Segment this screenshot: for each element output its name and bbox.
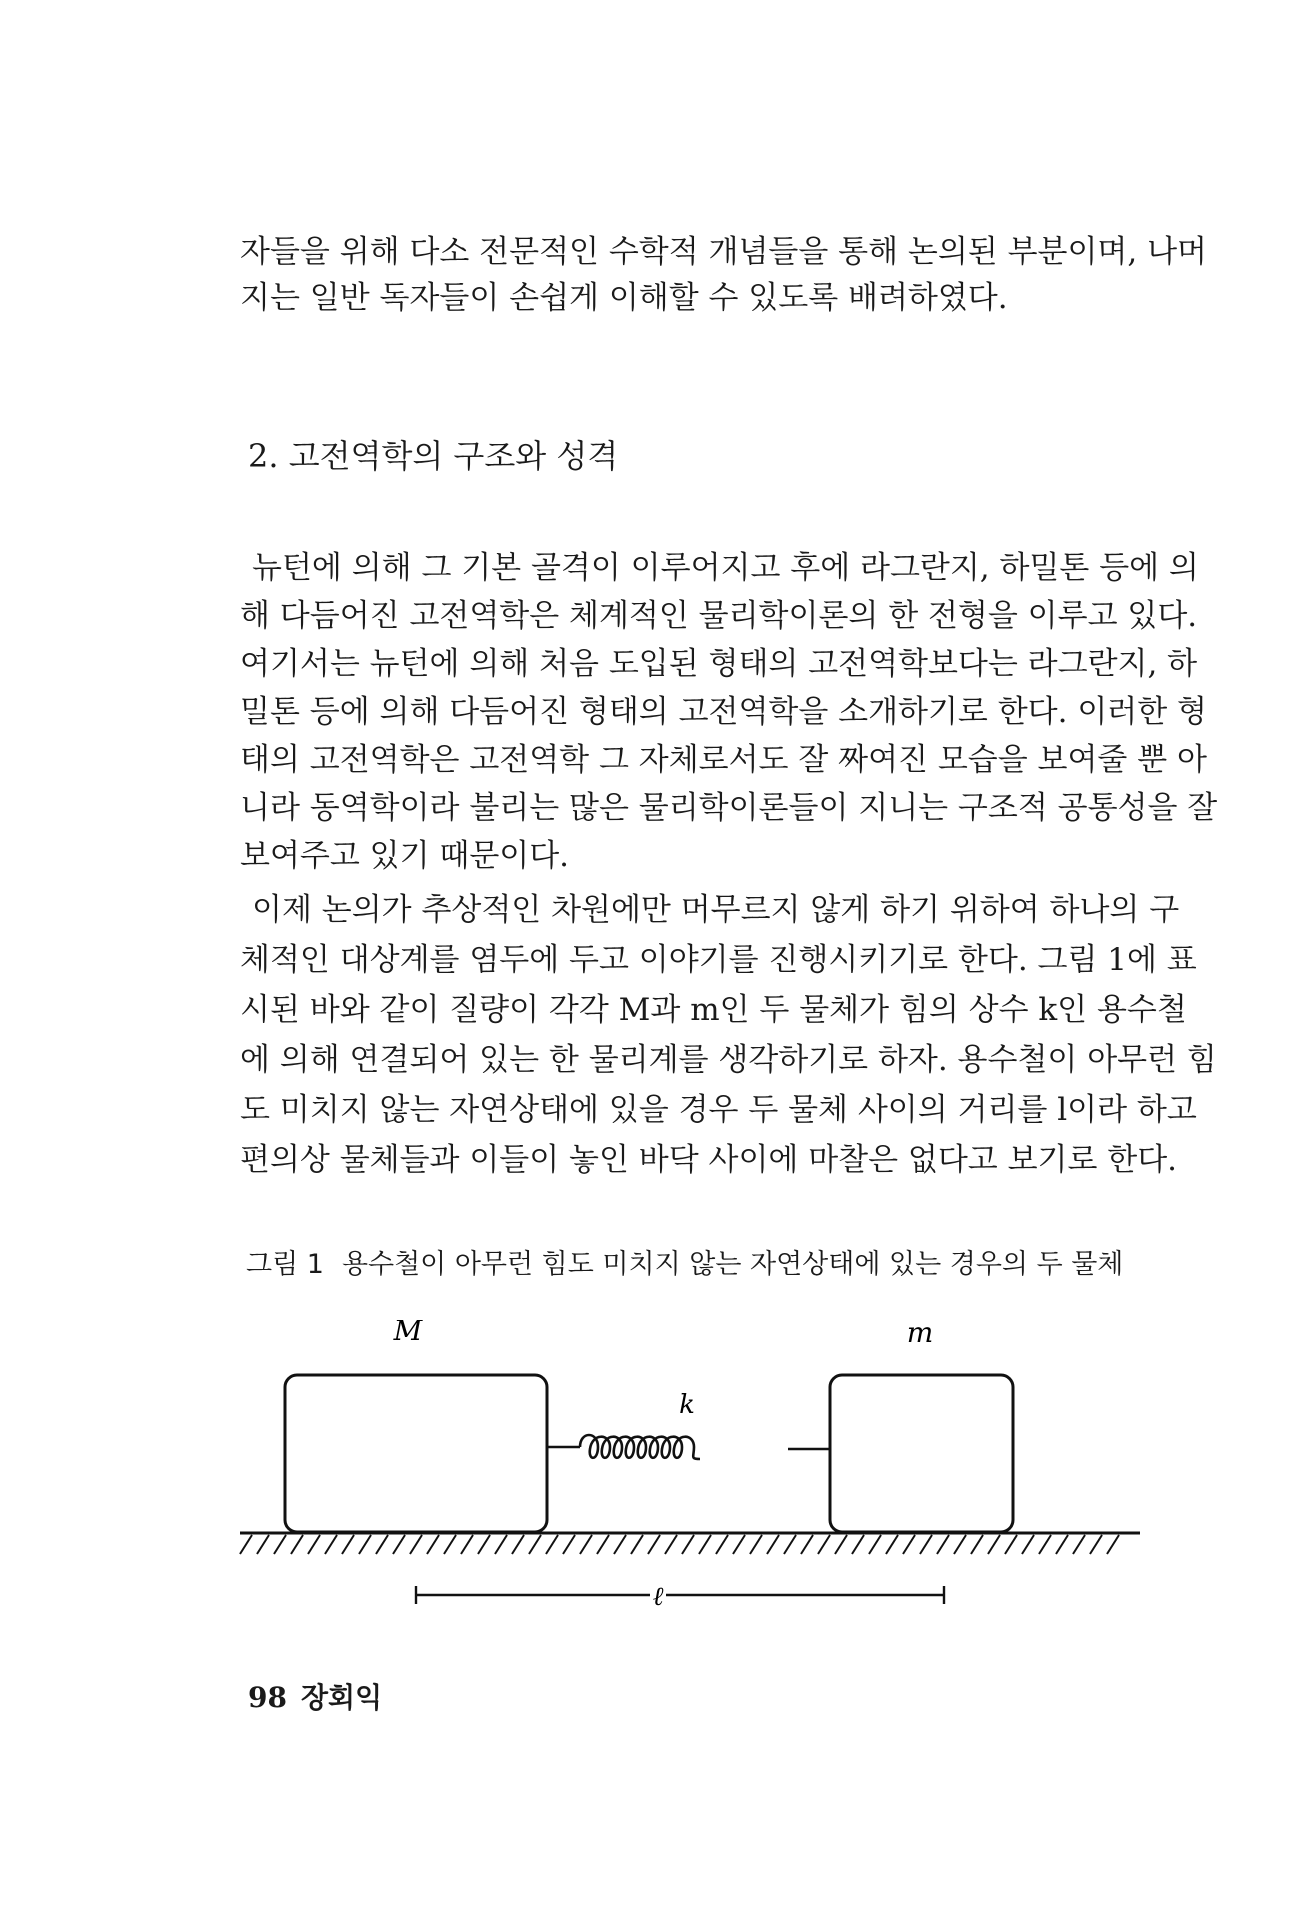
hatch-mark bbox=[937, 1535, 949, 1554]
hatch-mark bbox=[869, 1535, 881, 1554]
intro-line-1: 자들을 위해 다소 전문적인 수학적 개념들을 통해 논의된 부분이며, 나머 bbox=[240, 234, 1207, 270]
p2-line-3: 시된 바와 같이 질량이 각각 M과 m인 두 물체가 힘의 상수 k인 용수철 bbox=[240, 992, 1187, 1028]
hatch-mark bbox=[376, 1535, 388, 1554]
p1-line-5: 태의 고전역학은 고전역학 그 자체로서도 잘 짜여진 모습을 보여줄 뿐 아 bbox=[240, 742, 1207, 778]
label-distance: ℓ bbox=[652, 1582, 664, 1612]
hatch-mark bbox=[274, 1535, 286, 1554]
page-footer bbox=[248, 1680, 382, 1716]
distance-indicator bbox=[416, 1586, 944, 1604]
figure-caption-number: 그림 1 bbox=[246, 1249, 324, 1280]
p1-line-4: 밀톤 등에 의해 다듬어진 형태의 고전역학을 소개하기로 한다. 이러한 형 bbox=[240, 694, 1207, 730]
hatch-mark bbox=[325, 1535, 337, 1554]
hatch-mark bbox=[308, 1535, 320, 1554]
spring bbox=[547, 1435, 830, 1459]
hatch-mark bbox=[478, 1535, 490, 1554]
hatch-mark bbox=[971, 1535, 983, 1554]
hatch-mark bbox=[886, 1535, 898, 1554]
hatch-mark bbox=[733, 1535, 745, 1554]
hatch-mark bbox=[461, 1535, 473, 1554]
hatch-mark bbox=[716, 1535, 728, 1554]
hatch-mark bbox=[818, 1535, 830, 1554]
label-spring-constant: k bbox=[679, 1390, 695, 1420]
p2-line-2: 체적인 대상계를 염두에 두고 이야기를 진행시키기로 한다. 그림 1에 표 bbox=[240, 942, 1197, 978]
hatch-mark bbox=[767, 1535, 779, 1554]
hatch-mark bbox=[495, 1535, 507, 1554]
hatch-mark bbox=[1090, 1535, 1102, 1554]
hatch-mark bbox=[240, 1535, 252, 1554]
hatch-mark bbox=[954, 1535, 966, 1554]
hatch-mark bbox=[801, 1535, 813, 1554]
spring-mass-figure bbox=[230, 1320, 1150, 1620]
hatch-mark bbox=[852, 1535, 864, 1554]
hatch-mark bbox=[291, 1535, 303, 1554]
figure-caption bbox=[246, 1247, 1123, 1283]
hatch-mark bbox=[512, 1535, 524, 1554]
hatch-mark bbox=[580, 1535, 592, 1554]
hatch-mark bbox=[750, 1535, 762, 1554]
hatch-mark bbox=[1056, 1535, 1068, 1554]
running-author: 장회익 bbox=[300, 1681, 383, 1714]
hatch-mark bbox=[1039, 1535, 1051, 1554]
p2-line-5: 도 미치지 않는 자연상태에 있을 경우 두 물체 사이의 거리를 l이라 하고 bbox=[240, 1092, 1197, 1128]
block-left-mass bbox=[285, 1375, 547, 1532]
hatch-mark bbox=[563, 1535, 575, 1554]
hatch-mark bbox=[1073, 1535, 1085, 1554]
hatch-mark bbox=[1005, 1535, 1017, 1554]
page-number: 98 bbox=[248, 1681, 287, 1714]
hatch-mark bbox=[444, 1535, 456, 1554]
hatch-mark bbox=[665, 1535, 677, 1554]
hatch-mark bbox=[835, 1535, 847, 1554]
hatch-mark bbox=[257, 1535, 269, 1554]
label-left-mass: M bbox=[393, 1320, 423, 1347]
hatch-mark bbox=[1107, 1535, 1119, 1554]
hatch-mark bbox=[342, 1535, 354, 1554]
hatch-mark bbox=[699, 1535, 711, 1554]
ground-hatching bbox=[240, 1535, 1119, 1554]
hatch-mark bbox=[597, 1535, 609, 1554]
hatch-mark bbox=[546, 1535, 558, 1554]
hatch-mark bbox=[614, 1535, 626, 1554]
intro-line-2: 지는 일반 독자들이 손쉽게 이해할 수 있도록 배려하였다. bbox=[240, 280, 1008, 316]
figure-caption-text: 용수철이 아무런 힘도 미치지 않는 자연상태에 있는 경우의 두 물체 bbox=[341, 1249, 1124, 1280]
hatch-mark bbox=[682, 1535, 694, 1554]
hatch-mark bbox=[903, 1535, 915, 1554]
p1-line-6: 니라 동역학이라 불리는 많은 물리학이론들이 지니는 구조적 공통성을 잘 bbox=[240, 790, 1218, 826]
hatch-mark bbox=[920, 1535, 932, 1554]
hatch-mark bbox=[359, 1535, 371, 1554]
section-heading: 2. 고전역학의 구조와 성격 bbox=[248, 437, 619, 475]
hatch-mark bbox=[631, 1535, 643, 1554]
hatch-mark bbox=[988, 1535, 1000, 1554]
p1-line-7: 보여주고 있기 때문이다. bbox=[240, 838, 570, 874]
hatch-mark bbox=[427, 1535, 439, 1554]
hatch-mark bbox=[410, 1535, 422, 1554]
hatch-mark bbox=[648, 1535, 660, 1554]
block-right-mass bbox=[830, 1375, 1013, 1532]
p2-line-4: 에 의해 연결되어 있는 한 물리계를 생각하기로 하자. 용수철이 아무런 힘 bbox=[240, 1042, 1217, 1078]
hatch-mark bbox=[529, 1535, 541, 1554]
p2-line-1: 이제 논의가 추상적인 차원에만 머무르지 않게 하기 위하여 하나의 구 bbox=[252, 892, 1180, 928]
label-right-mass: m bbox=[906, 1320, 934, 1349]
p1-line-3: 여기서는 뉴턴에 의해 처음 도입된 형태의 고전역학보다는 라그란지, 하 bbox=[240, 646, 1198, 682]
p1-line-1: 뉴턴에 의해 그 기본 골격이 이루어지고 후에 라그란지, 하밀톤 등에 의 bbox=[252, 550, 1199, 586]
hatch-mark bbox=[393, 1535, 405, 1554]
p1-line-2: 해 다듬어진 고전역학은 체계적인 물리학이론의 한 전형을 이루고 있다. bbox=[240, 598, 1198, 634]
hatch-mark bbox=[784, 1535, 796, 1554]
hatch-mark bbox=[1022, 1535, 1034, 1554]
p2-line-6: 편의상 물체들과 이들이 놓인 바닥 사이에 마찰은 없다고 보기로 한다. bbox=[240, 1142, 1178, 1178]
